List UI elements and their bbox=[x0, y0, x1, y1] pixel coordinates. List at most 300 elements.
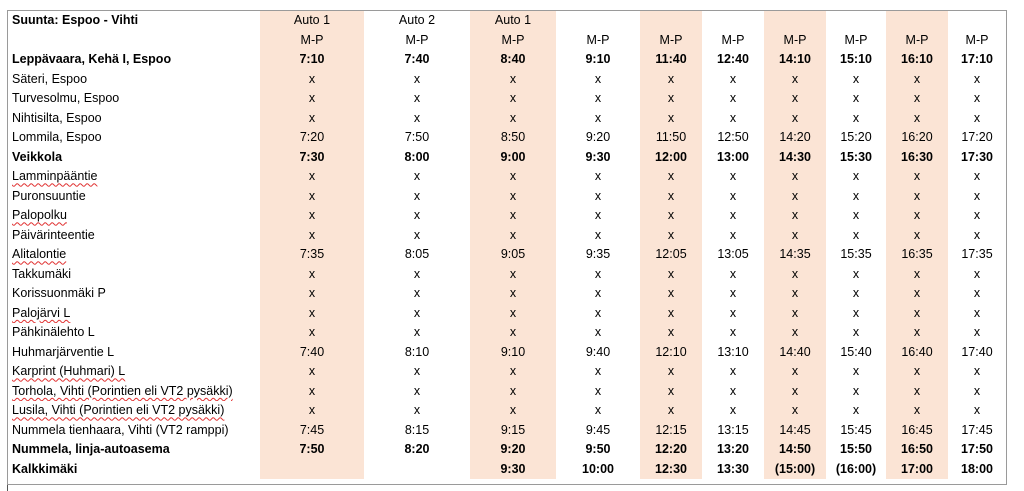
stop-skip-mark: x bbox=[413, 364, 421, 379]
stop-skip-mark: x bbox=[852, 169, 860, 184]
departure-time: 7:40 bbox=[260, 343, 364, 363]
column-days-label: M-P bbox=[965, 32, 989, 47]
stop-name bbox=[8, 323, 260, 343]
stop-skip-mark: x bbox=[764, 401, 826, 421]
stop-skip-mark: x bbox=[594, 325, 602, 340]
stop-name-text: Lommila, Espoo bbox=[12, 130, 102, 145]
stop-skip-mark: x bbox=[470, 265, 556, 285]
stop-skip-mark: x bbox=[413, 91, 421, 106]
stop-skip-mark: x bbox=[470, 167, 556, 187]
stop-skip-mark: x bbox=[764, 70, 826, 90]
departure-time: (16:00) bbox=[835, 461, 877, 476]
table-row bbox=[8, 167, 1006, 187]
column-auto-label bbox=[948, 11, 1006, 31]
stop-skip-mark: x bbox=[852, 227, 860, 242]
stop-skip-mark: x bbox=[640, 89, 702, 109]
stop-skip-mark: x bbox=[973, 110, 981, 125]
departure-time: 16:35 bbox=[886, 245, 948, 265]
column-days-label: M-P bbox=[886, 31, 948, 51]
departure-time: 7:35 bbox=[260, 245, 364, 265]
timetable-sheet bbox=[7, 10, 1007, 485]
departure-time: 9:00 bbox=[470, 148, 556, 168]
stop-skip-mark: x bbox=[470, 89, 556, 109]
stop-skip-mark: x bbox=[640, 167, 702, 187]
departure-time: 13:10 bbox=[717, 344, 749, 359]
table-row bbox=[8, 440, 1006, 460]
stop-name-text: Huhmarjärventie L bbox=[12, 344, 115, 359]
departure-time: 11:40 bbox=[640, 50, 702, 70]
stop-skip-mark: x bbox=[973, 208, 981, 223]
stop-skip-mark: x bbox=[260, 362, 364, 382]
stop-skip-mark: x bbox=[640, 187, 702, 207]
departure-time: 17:30 bbox=[961, 149, 993, 164]
departure-time: 9:30 bbox=[585, 149, 611, 164]
stop-skip-mark: x bbox=[852, 188, 860, 203]
departure-time: 17:40 bbox=[961, 344, 993, 359]
departure-time: 12:20 bbox=[640, 440, 702, 460]
departure-time: 18:00 bbox=[961, 461, 993, 476]
column-auto-label bbox=[702, 11, 764, 31]
departure-time: 8:10 bbox=[404, 344, 430, 359]
stop-skip-mark: x bbox=[729, 266, 737, 281]
departure-time: 17:50 bbox=[961, 442, 993, 457]
departure-time: 14:35 bbox=[764, 245, 826, 265]
departure-time: 8:05 bbox=[404, 247, 430, 262]
table-row bbox=[8, 128, 1006, 148]
stop-skip-mark: x bbox=[973, 266, 981, 281]
table-row bbox=[8, 460, 1006, 480]
column-auto-label bbox=[826, 11, 886, 31]
departure-time bbox=[364, 460, 470, 480]
departure-time: 8:15 bbox=[404, 422, 430, 437]
departure-time: 8:40 bbox=[470, 50, 556, 70]
stop-skip-mark: x bbox=[764, 382, 826, 402]
stop-skip-mark: x bbox=[594, 188, 602, 203]
departure-time: 16:10 bbox=[886, 50, 948, 70]
departure-time: 17:35 bbox=[961, 247, 993, 262]
stop-name-text: Puronsuuntie bbox=[12, 188, 86, 203]
stop-skip-mark: x bbox=[594, 110, 602, 125]
table-row bbox=[8, 245, 1006, 265]
departure-time: 15:40 bbox=[840, 344, 872, 359]
stop-name-text: Nihtisilta, Espoo bbox=[12, 110, 102, 125]
stop-skip-mark: x bbox=[260, 89, 364, 109]
departure-time: 17:45 bbox=[961, 422, 993, 437]
table-row bbox=[8, 206, 1006, 226]
stop-skip-mark: x bbox=[729, 325, 737, 340]
departure-time: 9:20 bbox=[585, 130, 611, 145]
table-row bbox=[8, 70, 1006, 90]
stop-skip-mark: x bbox=[973, 169, 981, 184]
stop-name bbox=[8, 128, 260, 148]
column-days-label: M-P bbox=[260, 31, 364, 51]
departure-time: 14:30 bbox=[764, 148, 826, 168]
stop-skip-mark: x bbox=[729, 305, 737, 320]
stop-skip-mark: x bbox=[886, 206, 948, 226]
column-days-label: M-P bbox=[405, 32, 429, 47]
stop-skip-mark: x bbox=[886, 323, 948, 343]
stop-skip-mark: x bbox=[413, 71, 421, 86]
stop-skip-mark: x bbox=[852, 305, 860, 320]
stop-skip-mark: x bbox=[729, 71, 737, 86]
stop-name-text: Säteri, Espoo bbox=[12, 71, 88, 86]
stop-skip-mark: x bbox=[852, 325, 860, 340]
stop-name-text: Nummela tienhaara, Vihti (VT2 ramppi) bbox=[12, 422, 229, 437]
stop-skip-mark: x bbox=[470, 206, 556, 226]
stop-skip-mark: x bbox=[764, 323, 826, 343]
stop-skip-mark: x bbox=[413, 403, 421, 418]
stop-skip-mark: x bbox=[470, 109, 556, 129]
stop-skip-mark: x bbox=[886, 167, 948, 187]
table-row bbox=[8, 343, 1006, 363]
departure-time: 7:50 bbox=[260, 440, 364, 460]
stop-skip-mark: x bbox=[973, 383, 981, 398]
column-days-label: M-P bbox=[470, 31, 556, 51]
stop-skip-mark: x bbox=[729, 188, 737, 203]
stop-name-text: Leppävaara, Kehä I, Espoo bbox=[12, 52, 172, 67]
stop-skip-mark: x bbox=[470, 401, 556, 421]
departure-time: 15:20 bbox=[840, 130, 872, 145]
stop-name bbox=[8, 148, 260, 168]
stop-skip-mark: x bbox=[886, 304, 948, 324]
stop-skip-mark: x bbox=[594, 403, 602, 418]
departure-time: 15:50 bbox=[840, 442, 872, 457]
stop-skip-mark: x bbox=[886, 284, 948, 304]
stop-skip-mark: x bbox=[594, 305, 602, 320]
stop-skip-mark: x bbox=[886, 89, 948, 109]
column-auto-label bbox=[764, 11, 826, 31]
departure-time: 12:40 bbox=[717, 52, 749, 67]
column-days-label: M-P bbox=[844, 32, 868, 47]
departure-time: 14:45 bbox=[764, 421, 826, 441]
stop-name-text: Lamminpääntie bbox=[12, 169, 98, 184]
stop-skip-mark: x bbox=[260, 167, 364, 187]
departure-time: 8:20 bbox=[404, 442, 430, 457]
stop-name bbox=[8, 226, 260, 246]
stop-skip-mark: x bbox=[413, 325, 421, 340]
stop-skip-mark: x bbox=[594, 169, 602, 184]
stop-name-text: Turvesolmu, Espoo bbox=[12, 91, 120, 106]
stop-skip-mark: x bbox=[470, 304, 556, 324]
stop-name bbox=[8, 440, 260, 460]
departure-time: 9:05 bbox=[470, 245, 556, 265]
stop-skip-mark: x bbox=[260, 304, 364, 324]
table-row bbox=[8, 187, 1006, 207]
departure-time: 7:20 bbox=[260, 128, 364, 148]
departure-time: 16:20 bbox=[886, 128, 948, 148]
departure-time: 9:15 bbox=[470, 421, 556, 441]
stop-name bbox=[8, 50, 260, 70]
stop-skip-mark: x bbox=[729, 169, 737, 184]
table-row bbox=[8, 382, 1006, 402]
stop-skip-mark: x bbox=[260, 206, 364, 226]
stop-skip-mark: x bbox=[640, 265, 702, 285]
stop-skip-mark: x bbox=[973, 227, 981, 242]
departure-time: 9:20 bbox=[470, 440, 556, 460]
table-row bbox=[8, 362, 1006, 382]
column-days-label: M-P bbox=[640, 31, 702, 51]
stop-skip-mark: x bbox=[413, 227, 421, 242]
stop-skip-mark: x bbox=[973, 71, 981, 86]
stop-skip-mark: x bbox=[640, 362, 702, 382]
stop-skip-mark: x bbox=[260, 401, 364, 421]
stop-skip-mark: x bbox=[852, 91, 860, 106]
departure-time: 7:40 bbox=[404, 52, 430, 67]
stop-skip-mark: x bbox=[729, 208, 737, 223]
stop-skip-mark: x bbox=[729, 383, 737, 398]
departure-time: 9:35 bbox=[585, 247, 611, 262]
stop-name-text: Lusila, Vihti (Porintien eli VT2 pysäkki) bbox=[12, 403, 225, 418]
departure-time: 9:50 bbox=[585, 442, 611, 457]
stop-skip-mark: x bbox=[764, 206, 826, 226]
header-row-auto bbox=[8, 11, 1006, 31]
column-auto-label bbox=[556, 11, 640, 31]
departure-time: 11:50 bbox=[640, 128, 702, 148]
stop-name-text: Korissuonmäki P bbox=[12, 286, 106, 301]
stop-name bbox=[8, 401, 260, 421]
column-days-label: M-P bbox=[586, 32, 610, 47]
stop-skip-mark: x bbox=[260, 382, 364, 402]
stop-name bbox=[8, 89, 260, 109]
stop-skip-mark: x bbox=[886, 70, 948, 90]
stop-name bbox=[8, 382, 260, 402]
departure-time: 12:15 bbox=[640, 421, 702, 441]
stop-name bbox=[8, 362, 260, 382]
timetable-title: Suunta: Espoo - Vihti bbox=[12, 13, 139, 28]
stop-skip-mark: x bbox=[764, 89, 826, 109]
timetable bbox=[8, 11, 1006, 479]
stop-skip-mark: x bbox=[973, 188, 981, 203]
stop-skip-mark: x bbox=[413, 383, 421, 398]
departure-time: 8:00 bbox=[404, 149, 430, 164]
stop-skip-mark: x bbox=[260, 284, 364, 304]
stop-skip-mark: x bbox=[729, 227, 737, 242]
column-auto-label: Auto 1 bbox=[260, 11, 364, 31]
table-row bbox=[8, 89, 1006, 109]
stop-name-text: Takkumäki bbox=[12, 266, 72, 281]
stop-skip-mark: x bbox=[973, 305, 981, 320]
stop-skip-mark: x bbox=[764, 284, 826, 304]
stop-skip-mark: x bbox=[973, 91, 981, 106]
stop-skip-mark: x bbox=[260, 70, 364, 90]
stop-name-text: Pähkinälehto L bbox=[12, 325, 95, 340]
departure-time: 9:45 bbox=[585, 422, 611, 437]
departure-time: 17:10 bbox=[961, 52, 993, 67]
table-row bbox=[8, 401, 1006, 421]
table-row bbox=[8, 265, 1006, 285]
stop-skip-mark: x bbox=[852, 286, 860, 301]
departure-time: 12:00 bbox=[640, 148, 702, 168]
stop-skip-mark: x bbox=[470, 382, 556, 402]
stop-skip-mark: x bbox=[640, 382, 702, 402]
stop-skip-mark: x bbox=[886, 265, 948, 285]
departure-time: 13:00 bbox=[717, 149, 749, 164]
column-auto-label: Auto 1 bbox=[470, 11, 556, 31]
stop-skip-mark: x bbox=[886, 401, 948, 421]
departure-time: 8:50 bbox=[470, 128, 556, 148]
table-row bbox=[8, 50, 1006, 70]
column-auto-label: Auto 2 bbox=[398, 13, 436, 28]
departure-time: 12:10 bbox=[640, 343, 702, 363]
stop-skip-mark: x bbox=[852, 266, 860, 281]
stop-name-text: Torhola, Vihti (Porintien eli VT2 pysäkki) bbox=[12, 383, 233, 398]
departure-time: 15:35 bbox=[840, 247, 872, 262]
stop-skip-mark: x bbox=[764, 362, 826, 382]
stop-skip-mark: x bbox=[470, 187, 556, 207]
stop-skip-mark: x bbox=[594, 383, 602, 398]
stop-skip-mark: x bbox=[640, 284, 702, 304]
stop-skip-mark: x bbox=[260, 226, 364, 246]
stop-name bbox=[8, 460, 260, 480]
stop-skip-mark: x bbox=[764, 167, 826, 187]
header-spacer bbox=[8, 31, 260, 51]
stop-name-text: Alitalontie bbox=[12, 247, 67, 262]
stop-name bbox=[8, 421, 260, 441]
stop-skip-mark: x bbox=[594, 71, 602, 86]
departure-time: 12:05 bbox=[640, 245, 702, 265]
stop-skip-mark: x bbox=[470, 323, 556, 343]
page-edge-mark bbox=[7, 485, 8, 491]
stop-skip-mark: x bbox=[413, 208, 421, 223]
stop-skip-mark: x bbox=[973, 403, 981, 418]
stop-skip-mark: x bbox=[640, 109, 702, 129]
stop-skip-mark: x bbox=[260, 109, 364, 129]
stop-skip-mark: x bbox=[729, 91, 737, 106]
departure-time: 14:40 bbox=[764, 343, 826, 363]
stop-skip-mark: x bbox=[852, 383, 860, 398]
stop-skip-mark: x bbox=[260, 323, 364, 343]
stop-skip-mark: x bbox=[852, 403, 860, 418]
header-row-days bbox=[8, 31, 1006, 51]
departure-time: 16:40 bbox=[886, 343, 948, 363]
column-auto-label bbox=[886, 11, 948, 31]
stop-skip-mark: x bbox=[640, 323, 702, 343]
departure-time: 14:20 bbox=[764, 128, 826, 148]
stop-skip-mark: x bbox=[260, 265, 364, 285]
stop-skip-mark: x bbox=[594, 266, 602, 281]
stop-skip-mark: x bbox=[729, 286, 737, 301]
column-auto-label bbox=[640, 11, 702, 31]
table-row bbox=[8, 421, 1006, 441]
stop-name bbox=[8, 343, 260, 363]
stop-skip-mark: x bbox=[640, 206, 702, 226]
stop-skip-mark: x bbox=[852, 208, 860, 223]
departure-time: 15:10 bbox=[840, 52, 872, 67]
stop-name-text: Palojärvi L bbox=[12, 305, 71, 320]
stop-skip-mark: x bbox=[594, 208, 602, 223]
stop-skip-mark: x bbox=[470, 362, 556, 382]
departure-time: 17:20 bbox=[961, 130, 993, 145]
departure-time: 10:00 bbox=[582, 461, 614, 476]
stop-skip-mark: x bbox=[413, 305, 421, 320]
departure-time: 7:50 bbox=[404, 130, 430, 145]
stop-name-text: Päivärinteentie bbox=[12, 227, 95, 242]
stop-name-text: Nummela, linja-autoasema bbox=[12, 442, 170, 457]
departure-time: 9:30 bbox=[470, 460, 556, 480]
departure-time: 9:40 bbox=[585, 344, 611, 359]
stop-name bbox=[8, 70, 260, 90]
stop-skip-mark: x bbox=[470, 226, 556, 246]
departure-time: 9:10 bbox=[470, 343, 556, 363]
departure-time: 13:30 bbox=[717, 461, 749, 476]
stop-skip-mark: x bbox=[729, 403, 737, 418]
stop-name bbox=[8, 109, 260, 129]
stop-skip-mark: x bbox=[594, 91, 602, 106]
departure-time: 7:30 bbox=[260, 148, 364, 168]
stop-skip-mark: x bbox=[640, 401, 702, 421]
stop-skip-mark: x bbox=[413, 169, 421, 184]
stop-skip-mark: x bbox=[470, 284, 556, 304]
departure-time: 12:30 bbox=[640, 460, 702, 480]
table-row bbox=[8, 304, 1006, 324]
stop-skip-mark: x bbox=[413, 188, 421, 203]
departure-time: 13:15 bbox=[717, 422, 749, 437]
stop-skip-mark: x bbox=[413, 266, 421, 281]
stop-name-text: Veikkola bbox=[12, 149, 63, 164]
departure-time: 15:45 bbox=[840, 422, 872, 437]
departure-time: 14:50 bbox=[764, 440, 826, 460]
departure-time: 12:50 bbox=[717, 130, 749, 145]
stop-name bbox=[8, 265, 260, 285]
stop-name-text: Palopolku bbox=[12, 208, 67, 223]
stop-skip-mark: x bbox=[413, 110, 421, 125]
stop-name bbox=[8, 167, 260, 187]
stop-skip-mark: x bbox=[729, 364, 737, 379]
stop-skip-mark: x bbox=[973, 286, 981, 301]
table-row bbox=[8, 323, 1006, 343]
table-row bbox=[8, 226, 1006, 246]
stop-skip-mark: x bbox=[594, 286, 602, 301]
stop-skip-mark: x bbox=[973, 364, 981, 379]
stop-skip-mark: x bbox=[852, 71, 860, 86]
stop-skip-mark: x bbox=[764, 226, 826, 246]
stop-name bbox=[8, 245, 260, 265]
stop-skip-mark: x bbox=[260, 187, 364, 207]
stop-name-text: Karprint (Huhmari) L bbox=[12, 364, 126, 379]
stop-skip-mark: x bbox=[973, 325, 981, 340]
stop-skip-mark: x bbox=[852, 364, 860, 379]
stop-skip-mark: x bbox=[764, 187, 826, 207]
stop-name bbox=[8, 206, 260, 226]
stop-skip-mark: x bbox=[640, 304, 702, 324]
stop-skip-mark: x bbox=[764, 265, 826, 285]
stop-name bbox=[8, 187, 260, 207]
departure-time: 16:45 bbox=[886, 421, 948, 441]
departure-time: 7:10 bbox=[260, 50, 364, 70]
departure-time: 15:30 bbox=[840, 149, 872, 164]
stop-name bbox=[8, 284, 260, 304]
departure-time: 17:00 bbox=[886, 460, 948, 480]
departure-time: (15:00) bbox=[764, 460, 826, 480]
stop-skip-mark: x bbox=[886, 382, 948, 402]
departure-time: 16:30 bbox=[886, 148, 948, 168]
stop-name-text: Kalkkimäki bbox=[12, 461, 78, 476]
stop-skip-mark: x bbox=[729, 110, 737, 125]
stop-skip-mark: x bbox=[594, 364, 602, 379]
departure-time: 14:10 bbox=[764, 50, 826, 70]
stop-skip-mark: x bbox=[764, 304, 826, 324]
column-days-label: M-P bbox=[764, 31, 826, 51]
table-row bbox=[8, 284, 1006, 304]
column-days-label: M-P bbox=[721, 32, 745, 47]
stop-name bbox=[8, 304, 260, 324]
departure-time: 9:10 bbox=[585, 52, 611, 67]
stop-skip-mark: x bbox=[640, 226, 702, 246]
departure-time: 13:20 bbox=[717, 442, 749, 457]
departure-time: 7:45 bbox=[260, 421, 364, 441]
stop-skip-mark: x bbox=[886, 362, 948, 382]
stop-skip-mark: x bbox=[764, 109, 826, 129]
